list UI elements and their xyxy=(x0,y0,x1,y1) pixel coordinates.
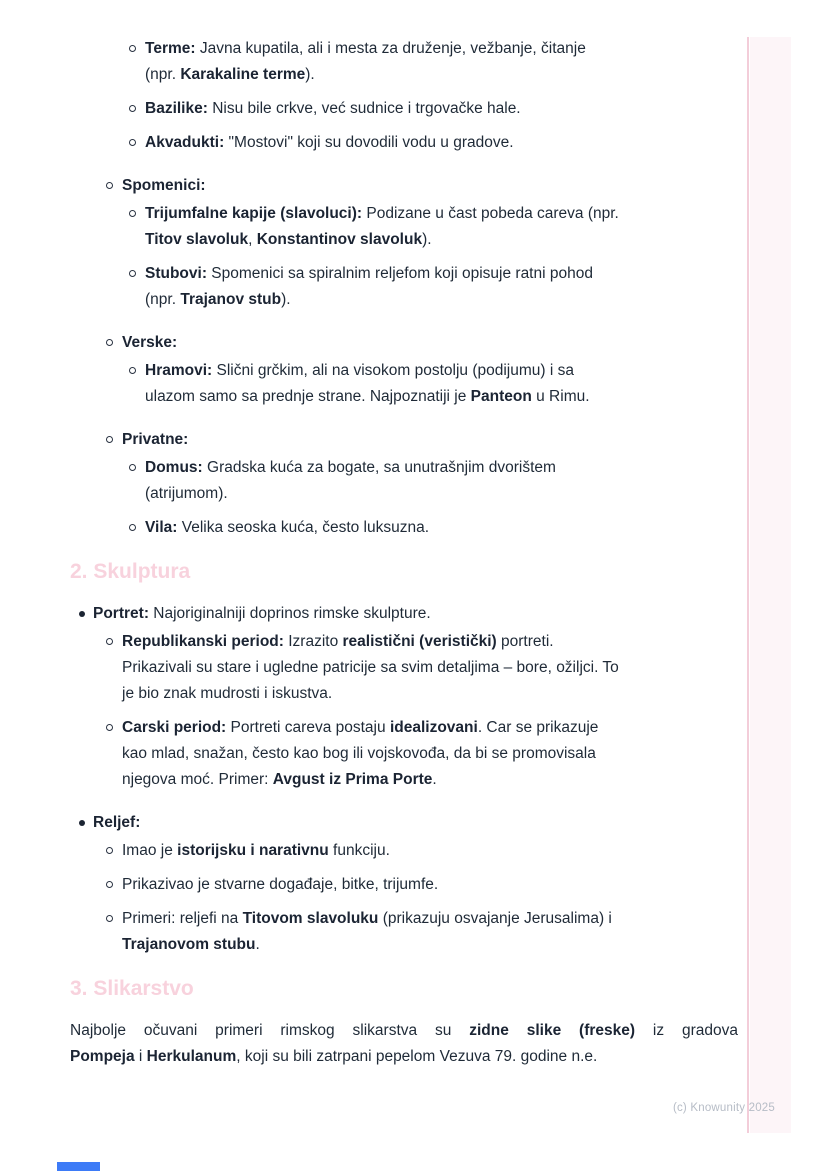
text: (atrijumom). xyxy=(145,485,228,502)
bold-text: Titov slavoluk xyxy=(145,231,249,248)
heading-skulptura: 2. Skulptura xyxy=(70,560,191,583)
list-item-stubovi xyxy=(70,261,738,313)
text: . xyxy=(255,936,260,953)
text: Gradska kuća za bogate, sa unutrašnjim dvorištem xyxy=(202,459,556,476)
bullet-circle-icon xyxy=(129,45,136,52)
text: kao mlad, snažan, često kao bog ili vojskovođa, da bi se promovisala xyxy=(122,745,596,762)
text: Spomenici sa spiralnim reljefom koji opisuje ratni pohod xyxy=(207,265,593,282)
list-item-republikanski-period xyxy=(70,629,738,707)
text: Najbolje očuvani primeri rimskog slikarstva su xyxy=(70,1022,470,1039)
bullet-circle-icon xyxy=(106,182,113,189)
text: . xyxy=(432,771,437,788)
list-item-carski-period xyxy=(70,715,738,793)
text: Primeri: reljefi na xyxy=(122,910,243,927)
bold-text: Konstantinov slavoluk xyxy=(256,231,423,248)
text: Izrazito xyxy=(283,633,343,650)
list-item-reljef xyxy=(70,810,738,836)
bold-text: Terme: xyxy=(145,40,196,57)
text: (prikazuju osvajanje Jerusalima) i xyxy=(378,910,612,927)
bullet-disc-icon xyxy=(79,611,85,617)
list-item-vila xyxy=(70,515,738,541)
bold-text: Spomenici: xyxy=(122,177,206,194)
text: Javna kupatila, ali i mesta za druženje, vežbanje, čitanje xyxy=(195,40,586,57)
bold-text: zidne slike (freske) xyxy=(469,1022,636,1039)
bullet-circle-icon xyxy=(106,881,113,888)
bold-text: Avgust iz Prima Porte xyxy=(272,771,433,788)
bold-text: Domus: xyxy=(145,459,203,476)
bullet-circle-icon xyxy=(129,210,136,217)
bold-text: Republikanski period: xyxy=(122,633,284,650)
list-item-portret xyxy=(70,601,738,627)
paragraph-line xyxy=(70,1044,738,1070)
bullet-disc-icon xyxy=(79,820,85,826)
list-item-verske xyxy=(70,330,738,356)
bold-text: Trajanov stub xyxy=(180,291,282,308)
bold-text: Trijumfalne kapije (slavoluci): xyxy=(145,205,363,222)
bold-text: Karakaline terme xyxy=(180,66,306,83)
text: . Car se prikazuje xyxy=(477,719,599,736)
bullet-circle-icon xyxy=(129,139,136,146)
bold-text: Vila: xyxy=(145,519,178,536)
bullet-circle-icon xyxy=(106,847,113,854)
text: ). xyxy=(422,231,432,248)
bullet-circle-icon xyxy=(106,339,113,346)
bullet-circle-icon xyxy=(129,105,136,112)
bullet-circle-icon xyxy=(106,436,113,443)
page-accent-line xyxy=(747,37,749,1133)
list-item-imao-je xyxy=(70,838,738,864)
text: Imao je xyxy=(122,842,178,859)
list-item-primeri xyxy=(70,906,738,958)
bold-text: Herkulanum xyxy=(146,1048,237,1065)
bullet-circle-icon xyxy=(106,638,113,645)
bold-text: Pompeja xyxy=(70,1048,135,1065)
text: , koji su bili zatrpani pepelom Vezuva 79. godine n.e. xyxy=(236,1048,598,1065)
text: Velika seoska kuća, često luksuzna. xyxy=(177,519,430,536)
bold-text: realistični (veristički) xyxy=(342,633,497,650)
text: Prikazivao je stvarne događaje, bitke, trijumfe. xyxy=(122,876,439,893)
text: ). xyxy=(281,291,291,308)
text: funkciju. xyxy=(328,842,390,859)
bold-text: Carski period: xyxy=(122,719,227,736)
text: Nisu bile crkve, već sudnice i trgovačke hale. xyxy=(207,100,521,117)
bold-text: Trajanovom stubu xyxy=(122,936,256,953)
copyright-note: (c) Knowunity 2025 xyxy=(672,1102,775,1114)
heading-slikarstvo: 3. Slikarstvo xyxy=(70,977,194,1000)
bullet-circle-icon xyxy=(129,464,136,471)
text: Podizane u čast pobeda careva (npr. xyxy=(362,205,619,222)
text: Najoriginalniji doprinos rimske skulpture. xyxy=(148,605,431,622)
text: (npr. xyxy=(145,291,181,308)
list-item-spomenici xyxy=(70,173,738,199)
bold-text: Verske: xyxy=(122,334,178,351)
list-item-trijumfalne-kapije xyxy=(70,201,738,253)
list-item-bazilike xyxy=(70,96,738,122)
text: iz gradova xyxy=(635,1022,739,1039)
text: njegova moć. Primer: xyxy=(122,771,273,788)
bold-text: Portret: xyxy=(93,605,149,622)
text: Slični grčkim, ali na visokom postolju (podijumu) i sa xyxy=(212,362,574,379)
bullet-circle-icon xyxy=(129,367,136,374)
bold-text: Privatne: xyxy=(122,431,189,448)
bold-text: Stubovi: xyxy=(145,265,207,282)
text: je bio znak mudrosti i iskustva. xyxy=(122,685,333,702)
list-item-akvadukti xyxy=(70,130,738,156)
text: u Rimu. xyxy=(531,388,590,405)
list-item-hramovi xyxy=(70,358,738,410)
bullet-circle-icon xyxy=(106,724,113,731)
text: ulazom samo sa prednje strane. Najpoznatiji je xyxy=(145,388,471,405)
text: portreti. xyxy=(496,633,554,650)
paragraph-slikarstvo xyxy=(70,1018,738,1070)
bold-text: Reljef: xyxy=(93,814,141,831)
bold-text: Hramovi: xyxy=(145,362,213,379)
document-body xyxy=(70,36,738,1070)
list-item-prikazivao-je xyxy=(70,872,738,898)
list-item-domus xyxy=(70,455,738,507)
bold-text: Panteon xyxy=(470,388,532,405)
bold-text: Akvadukti: xyxy=(145,134,225,151)
text: Portreti careva postaju xyxy=(226,719,390,736)
bullet-circle-icon xyxy=(129,524,136,531)
bold-text: Bazilike: xyxy=(145,100,208,117)
text: Prikazivali su stare i ugledne patricije sa svim detaljima – bore, ožiljci. To xyxy=(122,659,619,676)
bullet-circle-icon xyxy=(106,915,113,922)
bold-text: istorijsku i narativnu xyxy=(177,842,329,859)
paragraph-line xyxy=(70,1018,738,1044)
page-margin-tint xyxy=(750,37,791,1133)
list-item-terme xyxy=(70,36,738,88)
text: "Mostovi" koji su dovodili vodu u gradove. xyxy=(224,134,514,151)
bullet-circle-icon xyxy=(129,270,136,277)
text: (npr. xyxy=(145,66,181,83)
list-item-privatne xyxy=(70,427,738,453)
bold-text: idealizovani xyxy=(389,719,478,736)
text: i xyxy=(134,1048,147,1065)
text: , xyxy=(248,231,257,248)
blue-marker xyxy=(57,1162,100,1171)
text: ). xyxy=(305,66,315,83)
bold-text: Titovom slavoluku xyxy=(242,910,379,927)
